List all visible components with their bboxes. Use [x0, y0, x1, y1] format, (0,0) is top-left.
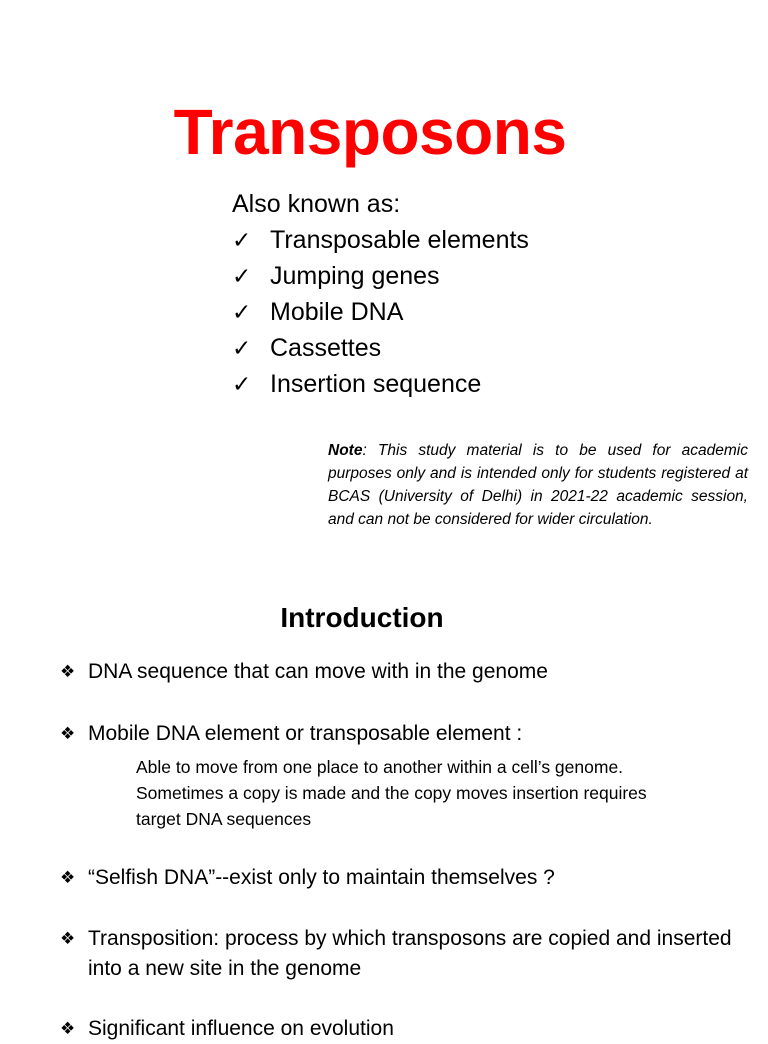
bullet-item [60, 657, 750, 687]
also-known-as-list [232, 222, 529, 402]
diamond-bullet-icon: ❖ [60, 662, 76, 681]
list-item-label: Cassettes [270, 334, 382, 362]
section-title: Introduction [280, 602, 444, 633]
bullet-subtext: Able to move from one place to another within a cell’s genome. Sometimes a copy is made and the copy moves insertion requires target DNA sequences [136, 757, 647, 829]
list-item [232, 222, 529, 258]
bullet-text: Significant influence on evolution [88, 1017, 394, 1040]
note-text: : This study material is to be used for academic purposes only and is intended only for students registered at BCAS (University of Delhi) in 2021-22 academic session, and can not be considered for wider circulation. [328, 442, 748, 528]
list-item-label: Jumping genes [270, 262, 440, 290]
checkmark-icon: ✓ [232, 263, 252, 289]
checkmark-icon: ✓ [232, 227, 252, 253]
bullet-item [60, 863, 750, 893]
note-label: Note [328, 442, 363, 459]
list-item [232, 330, 529, 366]
bullet-item [60, 719, 750, 749]
diamond-bullet-icon: ❖ [60, 1019, 76, 1038]
list-item [232, 258, 529, 294]
diamond-bullet-icon: ❖ [60, 929, 76, 948]
bullet-item [60, 1014, 750, 1044]
checkmark-icon: ✓ [232, 299, 252, 325]
study-material-note [328, 439, 748, 531]
slide-title: Transposons [173, 96, 567, 168]
list-item-label: Transposable elements [270, 226, 529, 254]
diamond-bullet-icon: ❖ [60, 724, 76, 743]
bullet-text: Transposition: process by which transposons are copied and inserted into a new site in the genome [88, 927, 732, 980]
checkmark-icon: ✓ [232, 335, 252, 361]
also-known-as-heading: Also known as: [232, 190, 401, 218]
also-known-as-block [232, 186, 529, 402]
bullet-text: “Selfish DNA”--exist only to maintain themselves ? [88, 866, 555, 889]
list-item [232, 294, 529, 330]
list-item-label: Mobile DNA [270, 298, 404, 326]
slide-introduction [0, 580, 768, 1040]
list-item-label: Insertion sequence [270, 370, 482, 398]
list-item [232, 366, 529, 402]
bullet-item [60, 924, 750, 984]
bullet-text: DNA sequence that can move with in the genome [88, 660, 548, 683]
bullet-text: Mobile DNA element or transposable element : [88, 722, 523, 745]
diamond-bullet-icon: ❖ [60, 868, 76, 887]
checkmark-icon: ✓ [232, 371, 252, 397]
